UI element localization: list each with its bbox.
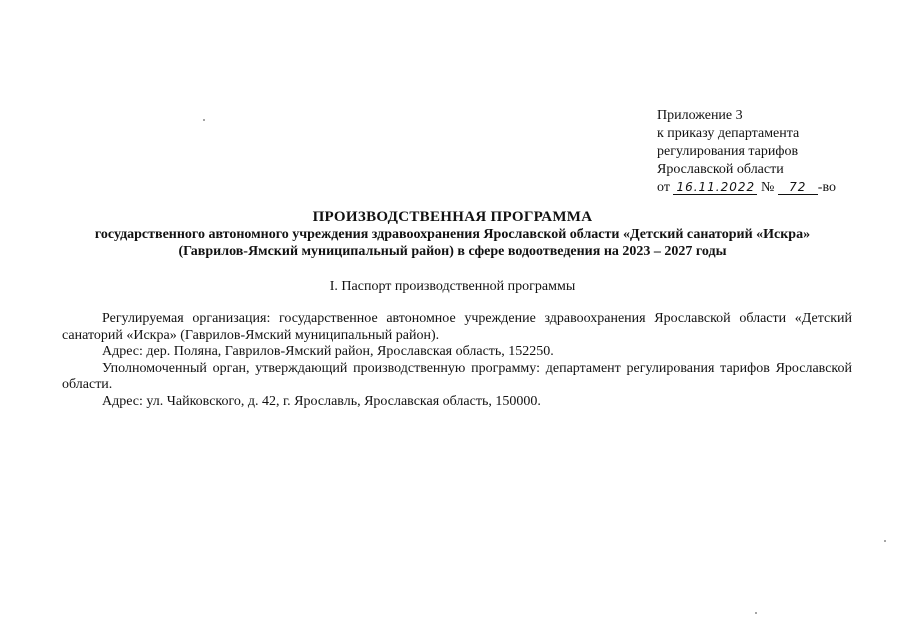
number-sign: №	[760, 180, 775, 195]
title-line-2: государственного автономного учреждения здравоохранения Ярославской области «Детский санаторий «Искра»	[94, 227, 811, 242]
scan-speck	[203, 119, 205, 121]
appendix-header	[657, 107, 887, 197]
appendix-line-2: к приказу департамента	[657, 126, 800, 141]
appendix-line-4: Ярославской области	[657, 162, 784, 177]
paragraph-authority-address: Адрес: ул. Чайковского, д. 42, г. Ярославль, Ярославская область, 150000.	[102, 393, 541, 409]
appendix-line-3: регулирования тарифов	[657, 144, 799, 159]
section-heading: I. Паспорт производственной программы	[329, 279, 576, 294]
title-line-3: (Гаврилов-Ямский муниципальный район) в сфере водоотведения на 2023 – 2027 годы	[178, 244, 727, 259]
passport-body	[62, 311, 852, 410]
paragraph-authority: Уполномоченный орган, утверждающий производственную программу: департамент регулирования тарифов Ярославской области.	[62, 360, 852, 392]
paragraph-organization-address: Адрес: дер. Поляна, Гаврилов-Ямский район, Ярославская область, 152250.	[102, 344, 554, 359]
handwritten-number: 72	[778, 180, 818, 195]
date-prefix: от	[657, 180, 670, 195]
scan-speck	[884, 540, 886, 542]
number-suffix: -во	[817, 180, 836, 195]
document-title	[40, 209, 865, 260]
scan-speck	[755, 612, 757, 614]
title-main: ПРОИЗВОДСТВЕННАЯ ПРОГРАММА	[312, 209, 593, 225]
paragraph-organization: Регулируемая организация: государственное автономное учреждение здравоохранения Ярославской области «Детский санаторий «Искра» (Гаврилов-Ямский муниципальный район).	[62, 311, 852, 343]
appendix-line-1: Приложение 3	[657, 108, 743, 123]
handwritten-date: 16.11.2022	[673, 180, 757, 195]
appendix-date-line	[657, 179, 887, 197]
